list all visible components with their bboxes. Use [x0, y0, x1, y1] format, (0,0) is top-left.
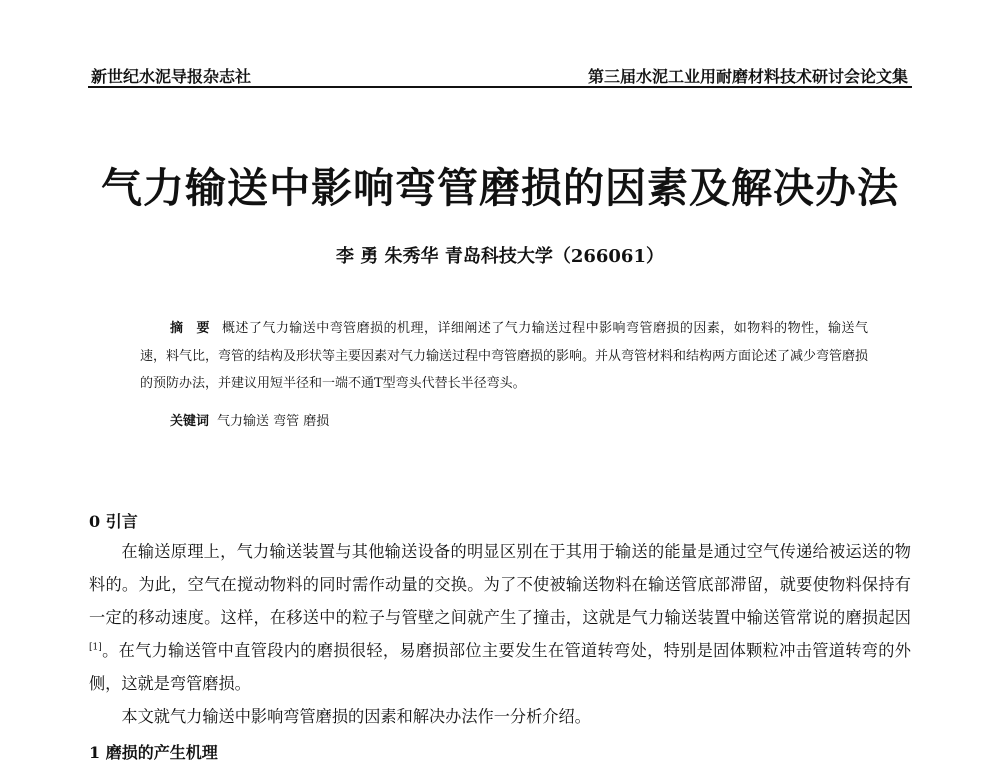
body-text: [89, 535, 911, 733]
keywords-label: 关键词: [170, 414, 210, 429]
paragraph: [89, 535, 911, 700]
keywords-text: 气力输送 弯管 磨损: [217, 414, 330, 429]
keywords: [170, 410, 329, 429]
section-heading-intro: 0 引言: [89, 512, 138, 531]
citation-ref: [1]: [89, 642, 102, 653]
abstract: [140, 315, 868, 398]
paragraph: 本文就气力输送中影响弯管磨损的因素和解决办法作一分析介绍。: [121, 707, 591, 726]
header-divider: [88, 86, 912, 88]
abstract-text: 概述了气力输送中弯管磨损的机理，详细阐述了气力输送过程中影响弯管磨损的因素，如物料的物性，输送气速，料气比，弯管的结构及形状等主要因素对气力输送过程中弯管磨损的影响。并从弯管材料和结构两方面论述了减少弯管磨损的预防办法，并建议用短半径和一端不通T型弯头代替长半径弯头。: [140, 321, 869, 391]
running-header-publisher: 新世纪水泥导报杂志社: [91, 67, 252, 86]
paragraph-text: 在输送原理上，气力输送装置与其他输送设备的明显区别在于其用于输送的能量是通过空气传递给被运送的物料的。为此，空气在搅动物料的同时需作动量的交换。为了不使被输送物料在输送管底部滞留，就要使物料保持有一定的移动速度。这样，在移送中的粒子与管壁之间就产生了撞击，这就是气力输送装置中输送管常说的磨损起因: [89, 542, 911, 627]
section-heading-mechanism: 1 磨损的产生机理: [89, 743, 218, 762]
author-line: [0, 242, 1000, 268]
author-affiliation: 青岛科技大学（266061）: [444, 246, 664, 267]
abstract-label: 摘 要: [170, 321, 214, 336]
author-names: 李 勇 朱秀华: [336, 246, 439, 267]
paper-title: 气力输送中影响弯管磨损的因素及解决办法: [101, 164, 899, 212]
paragraph-text: 。在气力输送管中直管段内的磨损很轻，易磨损部位主要发生在管道转弯处，特别是固体颗粒冲击管道转弯的外侧，这就是弯管磨损。: [89, 641, 911, 693]
running-header-proceedings: 第三届水泥工业用耐磨材料技术研讨会论文集: [587, 67, 908, 86]
